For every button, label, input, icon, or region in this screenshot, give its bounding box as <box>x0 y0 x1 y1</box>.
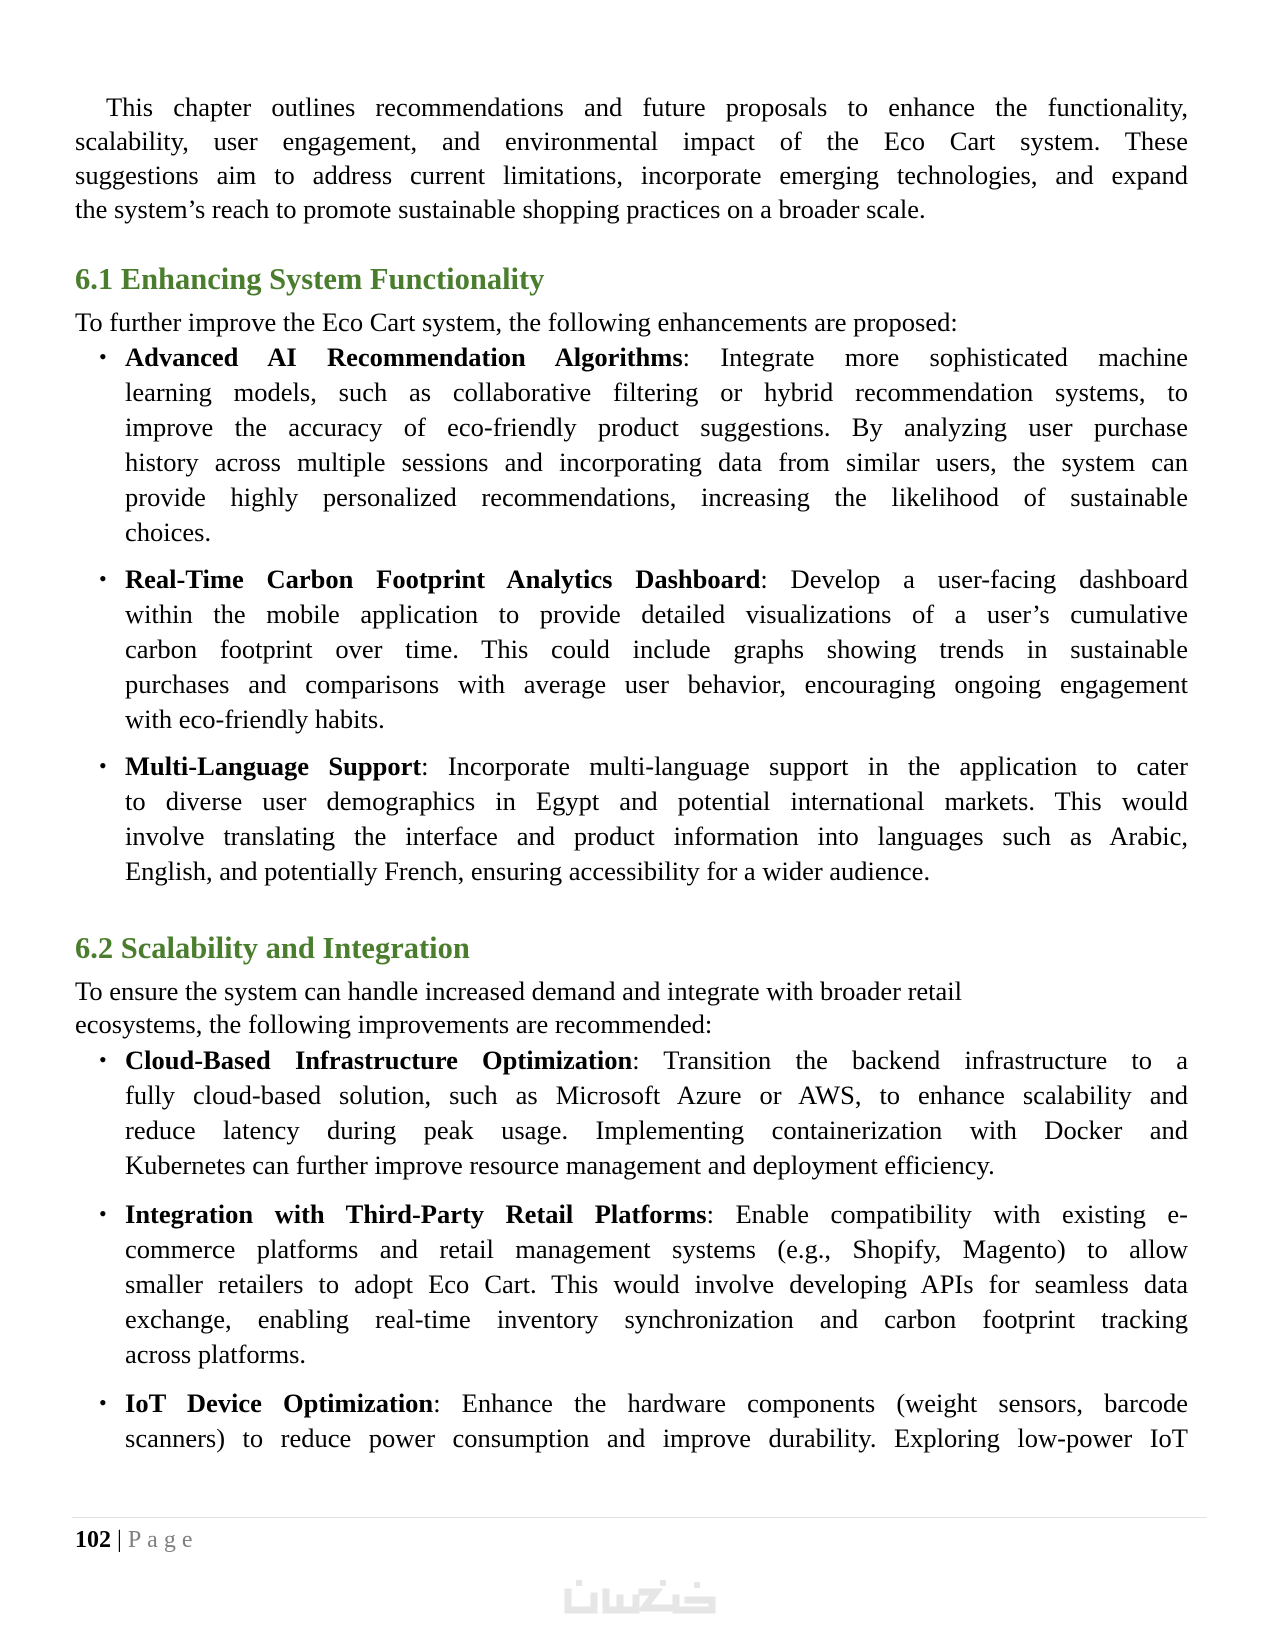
intro-line: suggestions aim to address current limitations, incorporate emerging technologies, and expand <box>75 160 1188 190</box>
section-heading: 6.2 Scalability and Integration <box>75 931 470 965</box>
item-line: scanners) to reduce power consumption and improve durability. Exploring low-power IoT <box>125 1423 1188 1453</box>
item-line: reduce latency during peak usage. Implementing containerization with Docker and <box>125 1115 1188 1145</box>
page-footer <box>75 1525 198 1555</box>
bullet-icon: • <box>99 1047 107 1072</box>
bullet-icon: • <box>99 753 107 778</box>
page-label: Page <box>127 1527 199 1553</box>
item-line: involve translating the interface and product information into languages such as Arabic, <box>125 821 1188 851</box>
item-first-line <box>125 1388 1188 1418</box>
item-title: Integration with Third-Party Retail Platforms <box>125 1199 707 1229</box>
item-line: exchange, enabling real-time inventory synchronization and carbon footprint tracking <box>125 1304 1188 1334</box>
item-first-line <box>125 1045 1188 1075</box>
item-line: improve the accuracy of eco-friendly product suggestions. By analyzing user purchase <box>125 412 1188 442</box>
item-line: fully cloud-based solution, such as Microsoft Azure or AWS, to enhance scalability and <box>125 1080 1188 1110</box>
item-title: Multi-Language Support <box>125 751 422 781</box>
item-line: history across multiple sessions and incorporating data from similar users, the system can <box>125 447 1188 477</box>
footer-separator: | <box>117 1527 122 1553</box>
item-line: with eco-friendly habits. <box>125 704 385 734</box>
item-line: smaller retailers to adopt Eco Cart. This would involve developing APIs for seamless data <box>125 1269 1188 1299</box>
intro-line: scalability, user engagement, and environmental impact of the Eco Cart system. These <box>75 126 1188 156</box>
item-title: Cloud-Based Infrastructure Optimization <box>125 1045 633 1075</box>
item-line: carbon footprint over time. This could include graphs showing trends in sustainable <box>125 634 1188 664</box>
item-first-line <box>125 751 1188 781</box>
item-first-line <box>125 564 1188 594</box>
bullet-icon: • <box>99 566 107 591</box>
item-first-line <box>125 342 1188 372</box>
item-title: Advanced AI Recommendation Algorithms <box>125 342 683 372</box>
item-line: within the mobile application to provide detailed visualizations of a user’s cumulative <box>125 599 1188 629</box>
item-line: to diverse user demographics in Egypt and potential international markets. This would <box>125 786 1188 816</box>
section-lead: To ensure the system can handle increased demand and integrate with broader retail <box>75 976 963 1006</box>
item-line: purchases and comparisons with average user behavior, encouraging ongoing engagement <box>125 669 1188 699</box>
bullet-icon: • <box>99 1201 107 1226</box>
item-text: : Enable compatibility with existing e- <box>706 1199 1188 1229</box>
section-heading: 6.1 Enhancing System Functionality <box>75 262 545 296</box>
item-text: : Integrate more sophisticated machine <box>682 342 1188 372</box>
item-text: : Incorporate multi-language support in the application to cater <box>421 751 1188 781</box>
page-number: 102 <box>75 1527 111 1553</box>
intro-line: the system’s reach to promote sustainable shopping practices on a broader scale. <box>75 194 926 224</box>
section-lead: ecosystems, the following improvements are recommended: <box>75 1009 713 1039</box>
item-text: : Enhance the hardware components (weight sensors, barcode <box>433 1388 1188 1418</box>
item-text: : Develop a user-facing dashboard <box>760 564 1189 594</box>
item-title: IoT Device Optimization <box>125 1388 434 1418</box>
footer-divider <box>72 1517 1207 1518</box>
item-line: choices. <box>125 517 212 547</box>
bullet-icon: • <box>99 344 107 369</box>
item-line: provide highly personalized recommendations, increasing the likelihood of sustainable <box>125 482 1188 512</box>
item-line: commerce platforms and retail management systems (e.g., Shopify, Magento) to allow <box>125 1234 1188 1264</box>
intro-line: This chapter outlines recommendations and future proposals to enhance the functionality, <box>106 92 1188 122</box>
watermark-logo-icon <box>560 1578 720 1622</box>
bullet-icon: • <box>99 1390 107 1415</box>
item-title: Real-Time Carbon Footprint Analytics Dashboard <box>125 564 761 594</box>
section-lead: To further improve the Eco Cart system, the following enhancements are proposed: <box>75 307 958 337</box>
item-first-line <box>125 1199 1188 1229</box>
item-line: across platforms. <box>125 1339 307 1369</box>
item-line: English, and potentially French, ensuring accessibility for a wider audience. <box>125 856 931 886</box>
item-line: learning models, such as collaborative filtering or hybrid recommendation systems, to <box>125 377 1188 407</box>
item-line: Kubernetes can further improve resource management and deployment efficiency. <box>125 1150 995 1180</box>
item-text: : Transition the backend infrastructure to a <box>632 1045 1188 1075</box>
